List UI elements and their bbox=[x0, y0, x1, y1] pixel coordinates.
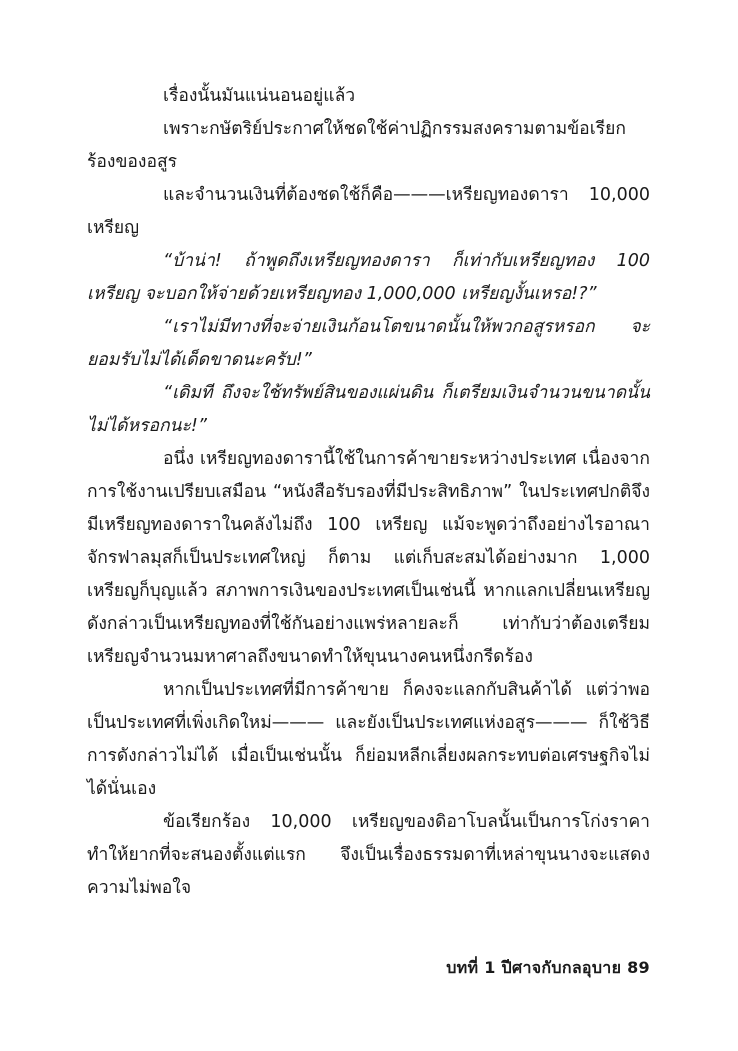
paragraph-2: เพราะกษัตริย์ประกาศให้ชดใช้ค่าปฏิกรรมสงครามตามข้อเรียกร้องของอสูร bbox=[87, 119, 626, 172]
paragraph-1: เรื่องนั้นมันแน่นอนอยู่แล้ว bbox=[163, 86, 356, 106]
page-footer: บทที่ 1 ปีศาจกับกลอุบาย 89 bbox=[446, 958, 650, 977]
paragraph-6: ข้อเรียกร้อง 10,000 เหรียญของดิอาโบลนั้นเป็นการโก่งราคาทำให้ยากที่จะสนองตั้งแต่แรก จึงเป็นเรื่องธรรมดาที่เหล่าขุนนางจะแสดงความไม่พอใจ bbox=[87, 812, 650, 898]
paragraph-5: หากเป็นประเทศที่มีการค้าขาย ก็คงจะแลกกับสินค้าได้ แต่ว่าพอเป็นประเทศที่เพิ่งเกิดใหม่——— และยังเป็นประเทศแห่งอสูร——— ก็ใช้วิธีการดังกล่าวไม่ได้ เมื่อเป็นเช่นนั้น ก็ย่อมหลีกเลี่ยงผลกระทบต่อเศรษฐกิจไม่ได้นั่นเอง bbox=[87, 680, 650, 799]
dialogue-3: “เดิมที ถึงจะใช้ทรัพย์สินของแผ่นดิน ก็เตรียมเงินจำนวนขนาดนั้นไม่ได้หรอกนะ!” bbox=[87, 383, 650, 436]
body-text bbox=[87, 80, 650, 905]
paragraph-3: และจำนวนเงินที่ต้องชดใช้ก็คือ———เหรียญทองดารา 10,000 เหรียญ bbox=[87, 185, 650, 238]
dialogue-1: “บ้าน่า! ถ้าพูดถึงเหรียญทองดารา ก็เท่ากับเหรียญทอง 100 เหรียญ จะบอกให้จ่ายด้วยเหรียญทอง 1,000,000 เหรียญงั้นเหรอ!?” bbox=[87, 251, 650, 304]
dialogue-2: “เราไม่มีทางที่จะจ่ายเงินก้อนโตขนาดนั้นให้พวกอสูรหรอก จะยอมรับไม่ได้เด็ดขาดนะครับ!” bbox=[87, 317, 650, 370]
paragraph-4: อนึ่ง เหรียญทองดารานี้ใช้ในการค้าขายระหว่างประเทศ เนื่องจากการใช้งานเปรียบเสมือน “หนังสือรับรองที่มีประสิทธิภาพ” ในประเทศปกติจึงมีเหรียญทองดาราในคลังไม่ถึง 100 เหรียญ แม้จะพูดว่าถึงอย่างไรอาณาจักรฟาลมุสก็เป็นประเทศใหญ่ ก็ตาม แต่เก็บสะสมได้อย่างมาก 1,000 เหรียญก็บุญแล้ว สภาพการเงินของประเทศเป็นเช่นนี้ หากแลกเปลี่ยนเหรียญดังกล่าวเป็นเหรียญทองที่ใช้กันอย่างแพร่หลายละก็ เท่ากับว่าต้องเตรียมเหรียญจำนวนมหาศาลถึงขนาดทำให้ขุนนางคนหนึ่งกรีดร้อง bbox=[87, 449, 650, 667]
